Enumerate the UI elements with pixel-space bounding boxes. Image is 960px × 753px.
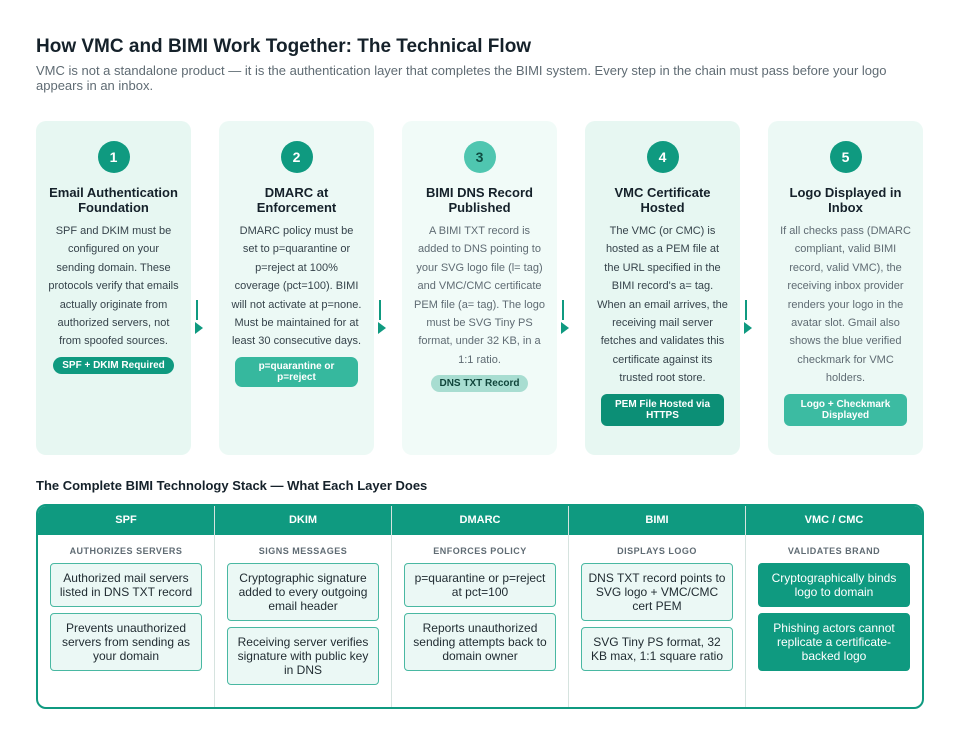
- step-title-1: Email Authentication Foundation: [49, 185, 178, 215]
- step-title-3: BIMI DNS Record Published: [426, 185, 533, 215]
- step-description-2: DMARC policy must be set to p=quarantine or p=reject at 100% coverage (pct=100). BIMI will not activate at p=none. Must be maintained for at least 30 consecutive days.: [231, 225, 362, 348]
- column-header: VMC / CMC: [746, 506, 922, 535]
- column-subheader: ENFORCES POLICY: [433, 546, 527, 556]
- step-number-3: 3: [464, 141, 496, 173]
- step-number-1: 1: [98, 141, 130, 173]
- step-card-4: [585, 121, 740, 455]
- flow-arrow-1: [191, 121, 219, 455]
- layer-card: Cryptographically binds logo to domain: [758, 563, 910, 607]
- layer-card: SVG Tiny PS format, 32 KB max, 1:1 square ratio: [581, 627, 733, 671]
- stack-column-dmarc: [392, 506, 569, 707]
- stack-column-vmc-cmc: [746, 506, 922, 707]
- stack-column-spf: [38, 506, 215, 707]
- arrow-right-icon: [561, 322, 569, 334]
- step-title-5: Logo Displayed in Inbox: [789, 185, 902, 215]
- step-badge-3: DNS TXT Record: [431, 375, 527, 392]
- column-header: DKIM: [215, 506, 391, 535]
- page-title: How VMC and BIMI Work Together: The Technical Flow: [36, 36, 532, 57]
- technology-stack-table: [36, 504, 924, 709]
- step-card-2: [219, 121, 374, 455]
- step-description-3: A BIMI TXT record is added to DNS pointing to your SVG logo file (l= tag) and VMC/CMC certificate PEM file (a= tag). The logo must be SVG Tiny PS format, under 32 KB, in a 1:1 ratio.: [414, 225, 545, 366]
- layer-card: Reports unauthorized sending attempts back to domain owner: [404, 613, 556, 671]
- arrow-right-icon: [378, 322, 386, 334]
- stack-column-dkim: [215, 506, 392, 707]
- layer-card: Phishing actors cannot replicate a certificate-backed logo: [758, 613, 910, 671]
- layer-card: Cryptographic signature added to every outgoing email header: [227, 563, 379, 621]
- flow-arrow-2: [374, 121, 402, 455]
- step-number-5: 5: [830, 141, 862, 173]
- step-description-5: If all checks pass (DMARC compliant, valid BIMI record, valid VMC), the receiving inbox provider renders your logo in the avatar slot. Gmail also shows the blue verified checkmark for VMC holders.: [780, 225, 911, 385]
- layer-card: DNS TXT record points to SVG logo + VMC/CMC cert PEM: [581, 563, 733, 621]
- step-badge-5: Logo + Checkmark Displayed: [784, 394, 907, 426]
- column-header: DMARC: [392, 506, 568, 535]
- layer-card: Prevents unauthorized servers from sending as your domain: [50, 613, 202, 671]
- step-badge-4: PEM File Hosted via HTTPS: [601, 394, 724, 426]
- stack-section-title: The Complete BIMI Technology Stack — What Each Layer Does: [36, 478, 428, 493]
- column-subheader: VALIDATES BRAND: [787, 546, 881, 556]
- step-card-3: [402, 121, 557, 455]
- step-card-1: [36, 121, 191, 455]
- step-number-2: 2: [281, 141, 313, 173]
- arrow-right-icon: [195, 322, 203, 334]
- layer-card: p=quarantine or p=reject at pct=100: [404, 563, 556, 607]
- column-header: SPF: [38, 506, 214, 535]
- column-subheader: AUTHORIZES SERVERS: [69, 546, 183, 556]
- stack-column-bimi: [569, 506, 746, 707]
- column-subheader: DISPLAYS LOGO: [617, 546, 697, 556]
- step-description-1: SPF and DKIM must be configured on your sending domain. These protocols verify that emails actually originate from authorized servers, not from spoofed sources.: [48, 225, 179, 348]
- layer-card: Receiving server verifies signature with public key in DNS: [227, 627, 379, 685]
- step-title-4: VMC Certificate Hosted: [614, 185, 711, 215]
- step-badge-2: p=quarantine or p=reject: [235, 357, 358, 387]
- step-description-4: The VMC (or CMC) is hosted as a PEM file at the URL specified in the BIMI record's a= tag. When an email arrives, the receiving mail server fetches and validates this certificate against its trusted root store.: [597, 225, 728, 385]
- column-header: BIMI: [569, 506, 745, 535]
- step-badge-1: SPF + DKIM Required: [53, 357, 174, 374]
- column-subheader: SIGNS MESSAGES: [258, 546, 348, 556]
- step-title-2: DMARC at Enforcement: [256, 185, 337, 215]
- arrow-right-icon: [744, 322, 752, 334]
- step-number-4: 4: [647, 141, 679, 173]
- layer-card: Authorized mail servers listed in DNS TXT record: [50, 563, 202, 607]
- flow-arrow-4: [740, 121, 768, 455]
- technical-flow: [36, 121, 924, 455]
- step-card-5: [768, 121, 923, 455]
- flow-arrow-3: [557, 121, 585, 455]
- page-subtitle: VMC is not a standalone product — it is the authentication layer that completes the BIMI system. Every step in the chain must pass before your logo appears in an inbox.: [36, 63, 887, 93]
